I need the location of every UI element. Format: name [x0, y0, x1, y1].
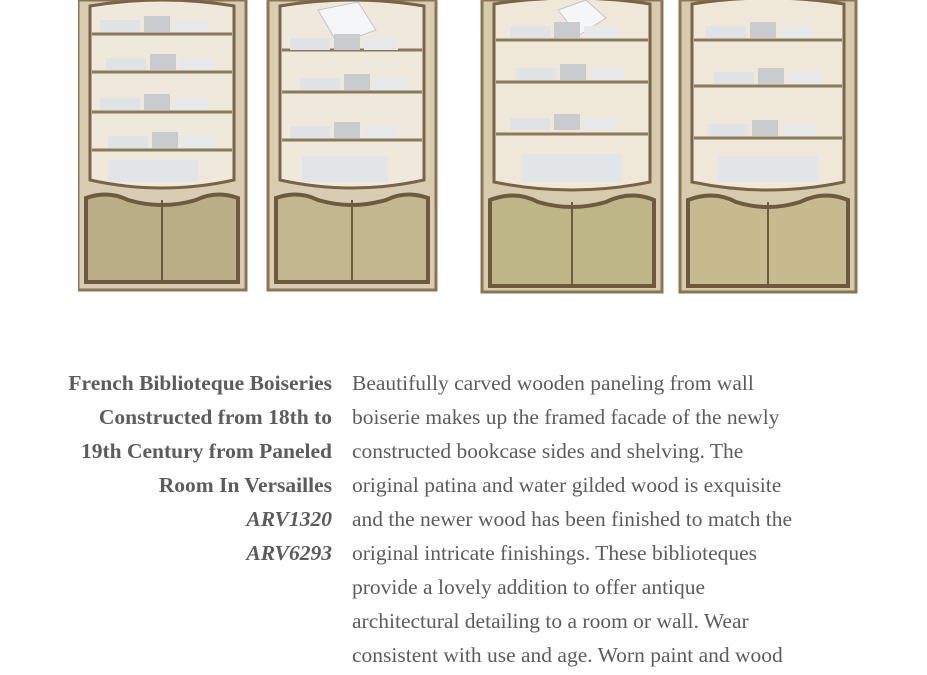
bookcases-photo: [78, 0, 858, 296]
product-caption: [60, 366, 332, 570]
description-line: consistent with use and age. Worn paint and wood: [352, 643, 783, 667]
description-line: original patina and water gilded wood is exquisite: [352, 473, 782, 497]
description-line: constructed bookcase sides and shelving. The: [352, 439, 744, 463]
description-line: boiserie makes up the framed facade of the newly: [352, 405, 780, 429]
description-line: provide a lovely addition to offer antique: [352, 575, 706, 599]
description-line: Beautifully carved wooden paneling from wall: [352, 371, 754, 395]
bookcase-2: [268, 0, 436, 290]
sku-code: ARV6293: [246, 541, 332, 565]
sku-code: ARV1320: [246, 507, 332, 531]
description-line: and the newer wood has been finished to match the: [352, 507, 793, 531]
product-description: [352, 366, 912, 672]
bookcase-3: [482, 0, 662, 292]
bookcase-4: [680, 0, 856, 292]
description-line: original intricate finishings. These biblioteques: [352, 541, 758, 565]
description-line: architectural detailing to a room or wall. Wear: [352, 609, 749, 633]
product-title: French Biblioteque Boiseries Constructed from 18th to 19th Century from Paneled Room In Versailles: [68, 371, 332, 497]
bookcase-1: [78, 0, 246, 290]
